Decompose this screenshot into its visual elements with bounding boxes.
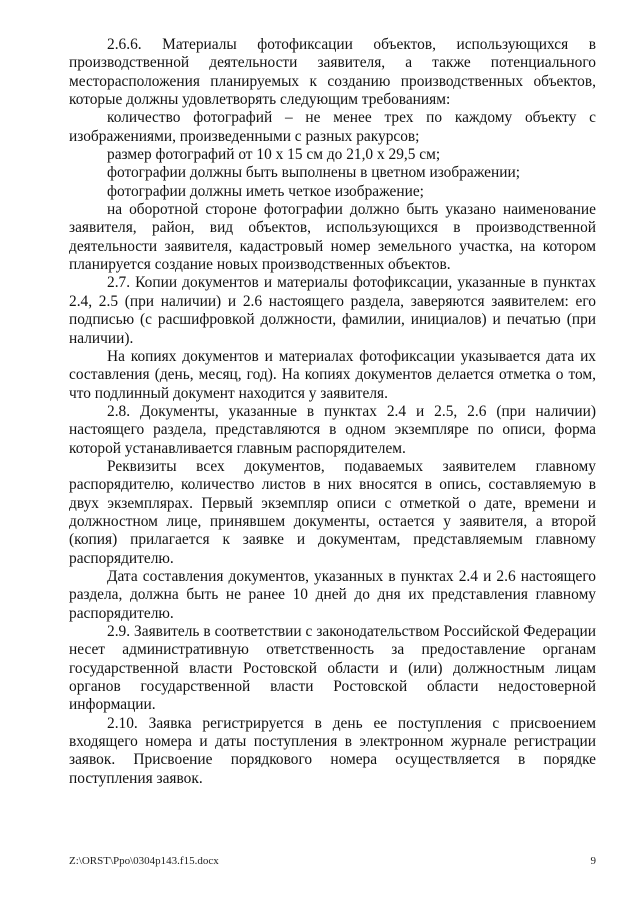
- paragraph-2-9: 2.9. Заявитель в соответствии с законодательством Российской Федерации несет административную ответственность за предоставление органам государственной власти Ростовской области и (или) должностным лицам органов государственной власти Ростовской области недостоверной информации.: [69, 623, 596, 714]
- paragraph-2-6-6: 2.6.6. Материалы фотофиксации объектов, использующихся в производственной деятельности заявителя, а также потенциального месторасположения планируемых к созданию производственных объектов, которые должны удовлетворять следующим требованиям:: [69, 36, 596, 109]
- requirement-photo-reverse-side: на оборотной стороне фотографии должно быть указано наименование заявителя, район, вид объектов, использующихся в производственной деятельности заявителя, кадастровый номер земельного участка, на котором планируется создание новых производственных объектов.: [69, 201, 596, 274]
- document-body: [69, 36, 596, 788]
- paragraph-2-7: 2.7. Копии документов и материалы фотофиксации, указанные в пунктах 2.4, 2.5 (при наличии) и 2.6 настоящего раздела, заверяются заявителем: его подписью (с расшифровкой должности, фамилии, инициалов) и печатью (при наличии).: [69, 274, 596, 347]
- requirement-photo-clarity: фотографии должны иметь четкое изображение;: [107, 182, 424, 200]
- page-number: 9: [590, 855, 596, 867]
- paragraph-copies-date: На копиях документов и материалах фотофиксации указывается дата их составления (день, месяц, год). На копиях документов делается отметка о том, что подлинный документ находится у заявителя.: [69, 347, 596, 402]
- paragraph-documents-date: Дата составления документов, указанных в пунктах 2.4 и 2.6 настоящего раздела, должна быть не ранее 10 дней до дня их представления главному распорядителю.: [69, 567, 596, 622]
- requirement-photo-count: количество фотографий – не менее трех по каждому объекту с изображениями, произведенными с разных ракурсов;: [69, 109, 596, 145]
- requirement-photo-size: размер фотографий от 10 х 15 см до 21,0 х 29,5 см;: [107, 146, 441, 164]
- footer-file-path: Z:\ORST\Ppo\0304p143.f15.docx: [69, 855, 219, 867]
- paragraph-inventory: Реквизиты всех документов, подаваемых заявителем главному распорядителю, количество листов в них вносятся в опись, составляемую в двух экземплярах. Первый экземпляр описи с отметкой о дате, времени и должностном лице, принявшем документы, остается у заявителя, а второй (копия) прилагается к заявке и документам, представляемым главному распорядителю.: [69, 457, 596, 567]
- paragraph-2-8: 2.8. Документы, указанные в пунктах 2.4 и 2.5, 2.6 (при наличии) настоящего раздела, представляются в одном экземпляре по описи, форма которой устанавливается главным распорядителем.: [69, 402, 596, 457]
- paragraph-2-10: 2.10. Заявка регистрируется в день ее поступления с присвоением входящего номера и даты поступления в электронном журнале регистрации заявок. Присвоение порядкового номера осуществляется в порядке поступления заявок.: [69, 714, 596, 787]
- requirement-photo-color: фотографии должны быть выполнены в цветном изображении;: [107, 164, 520, 182]
